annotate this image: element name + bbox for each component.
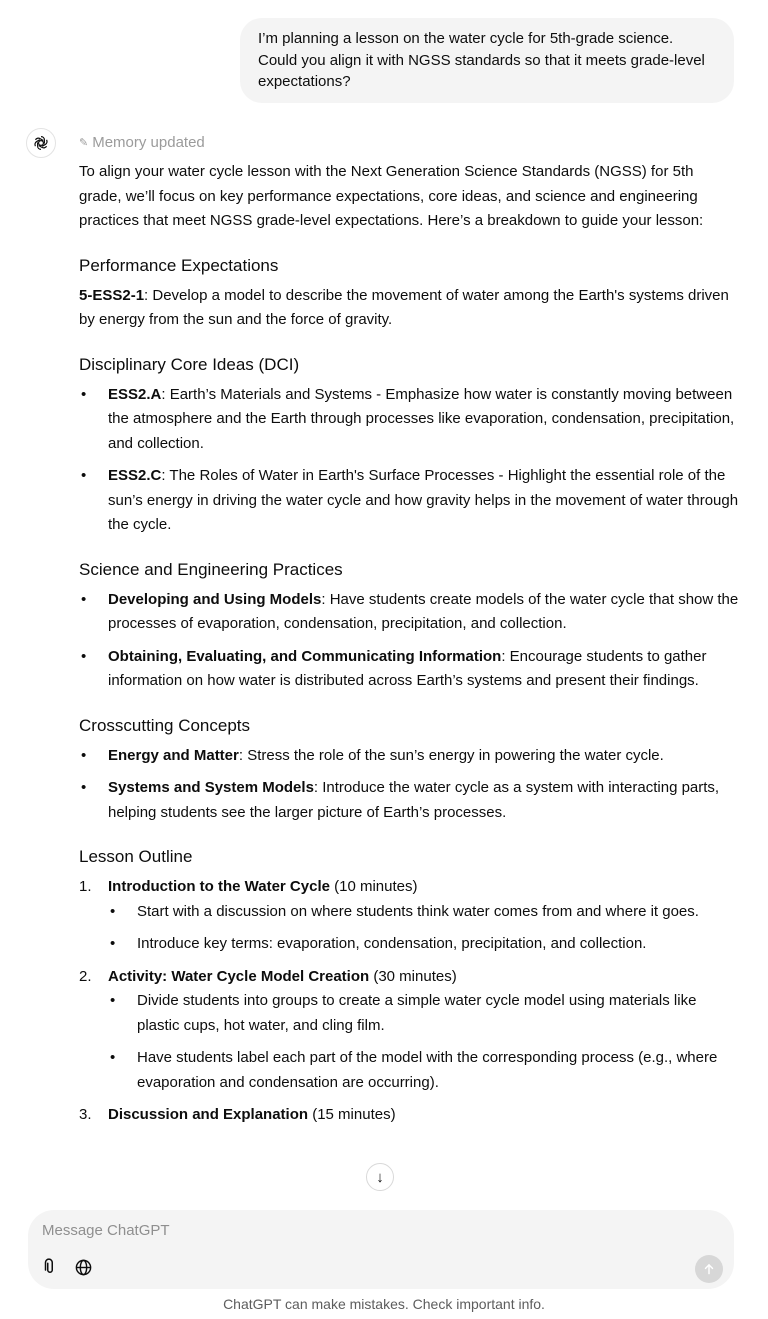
sep-list: [79, 588, 739, 694]
item-text: : Introduce the water cycle as a system with interacting parts, helping students see the larger picture of Earth’s processes.: [108, 779, 720, 821]
arrow-down-icon: ↓: [376, 1168, 384, 1186]
performance-text: : Develop a model to describe the movement of water among the Earth's systems driven by energy from the sun and the force of gravity.: [79, 286, 729, 328]
list-item: • Developing and Using Models: Have students create models of the water cycle that show the processes of evaporation, condensation, precipitation, and collection.: [81, 590, 739, 632]
performance-heading: Performance Expectations: [79, 255, 279, 275]
step-title: Introduction to the Water Cycle: [108, 878, 330, 895]
item-text: : Earth’s Materials and Systems - Emphasize how water is constantly moving between the atmosphere and the Earth through processes like evaporation, condensation, precipitation, and collection.: [108, 385, 735, 452]
step-sublist: [108, 989, 739, 1095]
step-duration: (30 minutes): [369, 967, 457, 985]
list-item: • Energy and Matter: Stress the role of the sun’s energy in powering the water cycle.: [81, 746, 664, 764]
list-item: • Have students label each part of the model with the corresponding process (e.g., where evaporation and condensation are occurring).: [110, 1049, 718, 1091]
sep-heading: Science and Engineering Practices: [79, 559, 343, 579]
intro-paragraph: To align your water cycle lesson with the Next Generation Science Standards (NGSS) for 5th grade, we’ll focus on key performance expectations, core ideas, and science and engineering practices that meet NGSS grade-level expectations. Here’s a breakdown to guide your lesson:: [79, 163, 704, 229]
item-text: Start with a discussion on where students think water comes from and where it goes.: [137, 902, 699, 920]
item-text: Divide students into groups to create a simple water cycle model using materials like plastic cups, hot water, and cling film.: [137, 992, 697, 1034]
step-number: 1.: [79, 878, 92, 895]
dci-heading: Disciplinary Core Ideas (DCI): [79, 354, 300, 374]
performance-code: 5-ESS2-1: [79, 286, 145, 304]
assistant-message: [79, 132, 739, 1136]
outline-step: [79, 1103, 739, 1128]
list-item: • ESS2.C: The Roles of Water in Earth's Surface Processes - Highlight the essential role of the sun’s energy in driving the water cycle and how gravity helps in the movement of water through the cycle.: [81, 467, 739, 533]
list-item: • Systems and System Models: Introduce the water cycle as a system with interacting parts, helping students see the larger picture of Earth’s processes.: [81, 779, 720, 821]
item-bold: ESS2.A: [108, 385, 162, 403]
step-title: Activity: Water Cycle Model Creation: [108, 967, 370, 985]
search-web-button[interactable]: [71, 1255, 95, 1279]
step-duration: (10 minutes): [329, 878, 418, 895]
item-bold: Developing and Using Models: [108, 590, 322, 608]
item-text: : Have students create models of the water cycle that show the processes of evaporation, condensation, precipitation, and collection.: [108, 590, 739, 632]
ccc-list: [79, 744, 739, 826]
memory-icon: ✎: [79, 136, 89, 149]
paperclip-icon: [41, 1258, 59, 1276]
item-bold: Energy and Matter: [108, 746, 239, 764]
item-text: : The Roles of Water in Earth's Surface Processes - Highlight the essential role of the sun’s energy in driving the water cycle and how gravity helps in the movement of water through the cycle.: [108, 467, 739, 533]
arrow-up-icon: [702, 1262, 716, 1276]
item-bold: Obtaining, Evaluating, and Communicating Information: [108, 647, 502, 665]
item-text: Have students label each part of the model with the corresponding process (e.g., where evaporation and condensation are occurring).: [137, 1049, 718, 1091]
outline-step: [79, 965, 739, 1096]
user-message: I’m planning a lesson on the water cycle for 5th-grade science. Could you align it with NGSS standards so that it meets grade-level expectations?: [240, 18, 734, 103]
disclaimer: ChatGPT can make mistakes. Check important info.: [223, 1296, 545, 1312]
memory-label: Memory updated: [92, 133, 205, 151]
step-title: Discussion and Explanation: [108, 1106, 309, 1123]
globe-icon: [74, 1258, 93, 1277]
outline-step: [79, 875, 739, 957]
item-bold: Systems and System Models: [108, 779, 314, 796]
item-text: : Stress the role of the sun’s energy in powering the water cycle.: [238, 746, 664, 764]
step-number: 3.: [79, 1106, 92, 1123]
openai-logo-icon: [26, 128, 56, 158]
attach-button[interactable]: [38, 1255, 62, 1279]
composer: [28, 1210, 734, 1289]
outline-list: [79, 875, 739, 1128]
list-item: • Introduce key terms: evaporation, condensation, precipitation, and collection.: [110, 935, 647, 952]
step-number: 2.: [79, 967, 92, 985]
outline-heading: Lesson Outline: [79, 847, 193, 866]
ccc-heading: Crosscutting Concepts: [79, 715, 251, 735]
item-text: Introduce key terms: evaporation, condensation, precipitation, and collection.: [137, 935, 647, 952]
list-item: • Obtaining, Evaluating, and Communicating Information: Encourage students to gather information on how water is distributed across Earth’s systems and present their findings.: [81, 647, 707, 689]
dci-list: [79, 383, 739, 538]
list-item: • ESS2.A: Earth’s Materials and Systems - Emphasize how water is constantly moving between the atmosphere and the Earth through processes like evaporation, condensation, precipitation, and collection.: [81, 385, 735, 452]
list-item: • Start with a discussion on where students think water comes from and where it goes.: [110, 902, 699, 920]
list-item: • Divide students into groups to create a simple water cycle model using materials like plastic cups, hot water, and cling film.: [110, 992, 697, 1034]
send-button[interactable]: [695, 1255, 723, 1283]
scroll-to-bottom-button[interactable]: [366, 1163, 394, 1191]
step-sublist: [108, 900, 739, 957]
item-bold: ESS2.C: [108, 467, 162, 484]
message-input[interactable]: [42, 1222, 662, 1239]
step-duration: (15 minutes): [308, 1106, 396, 1123]
item-text: : Encourage students to gather information on how water is distributed across Earth’s systems and present their findings.: [108, 647, 707, 689]
memory-updated-indicator[interactable]: [79, 132, 739, 154]
performance-paragraph: [79, 284, 739, 333]
